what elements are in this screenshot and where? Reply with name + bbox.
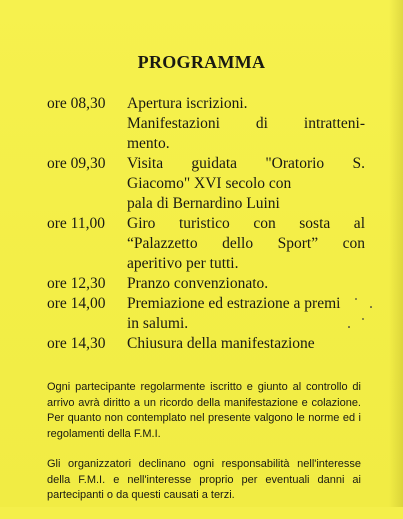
schedule-time: ore 08,30: [47, 95, 106, 112]
participation-note: Ogni partecipante regolarmente iscritto e giunto al controllo di arrivo avrà diritto a un ricordo della manifestazione e colazione. Per quanto non contemplato nel presente valgono le norme ed i regolamenti della F.M.I.: [47, 381, 361, 440]
schedule-time: ore 11,00: [47, 215, 105, 232]
schedule-item-0930: [47, 154, 365, 214]
schedule-line: Premiazione ed estrazione a premi: [127, 295, 341, 312]
schedule-description: [127, 294, 365, 334]
schedule-description: [127, 214, 365, 274]
schedule-line: Chiusura della manifestazione: [127, 335, 315, 352]
schedule-line: Giacomo" XVI secolo con: [127, 175, 292, 192]
page-edge-shadow: [389, 0, 403, 507]
schedule-line: Manifestazioni di intratteni-: [127, 115, 365, 132]
liability-note: Gli organizzatori declinano ogni responsabilità nell'interesse della F.M.I. e nell'interesse proprio per eventuali danni ai partecipanti o da questi causati a terzi.: [47, 458, 361, 501]
schedule-time: ore 14,30: [47, 335, 106, 352]
schedule-description: [127, 274, 365, 294]
schedule-line: Apertura iscrizioni.: [127, 95, 248, 112]
schedule-line: Visita guidata "Oratorio S.: [127, 155, 365, 172]
schedule-item-1230: [47, 274, 365, 294]
notes-section: [47, 380, 361, 519]
schedule-line: aperitivo per tutti.: [127, 255, 239, 272]
schedule-time: ore 09,30: [47, 155, 106, 172]
schedule-time: ore 12,30: [47, 275, 106, 292]
schedule-description: [127, 154, 365, 214]
schedule-item-1100: [47, 214, 365, 274]
schedule-item-1400: [47, 294, 365, 334]
schedule-line: Giro turistico con sosta al: [127, 215, 365, 232]
print-speck: [348, 326, 350, 328]
schedule-list: [47, 94, 365, 354]
print-speck: [355, 298, 357, 300]
schedule-line: Pranzo convenzionato.: [127, 275, 269, 292]
print-speck: [362, 318, 364, 320]
schedule-description: [127, 334, 365, 354]
schedule-time: ore 14,00: [47, 295, 106, 312]
print-speck: [370, 306, 372, 308]
schedule-item-1430: [47, 334, 365, 354]
schedule-line: pala di Bernardino Luini: [127, 195, 280, 212]
schedule-line: in salumi.: [127, 315, 189, 332]
schedule-description: [127, 94, 365, 154]
schedule-line: mento.: [127, 135, 170, 152]
schedule-item-0830: [47, 94, 365, 154]
program-title: PROGRAMMA: [137, 52, 266, 72]
schedule-line: “Palazzetto dello Sport” con: [127, 235, 365, 252]
